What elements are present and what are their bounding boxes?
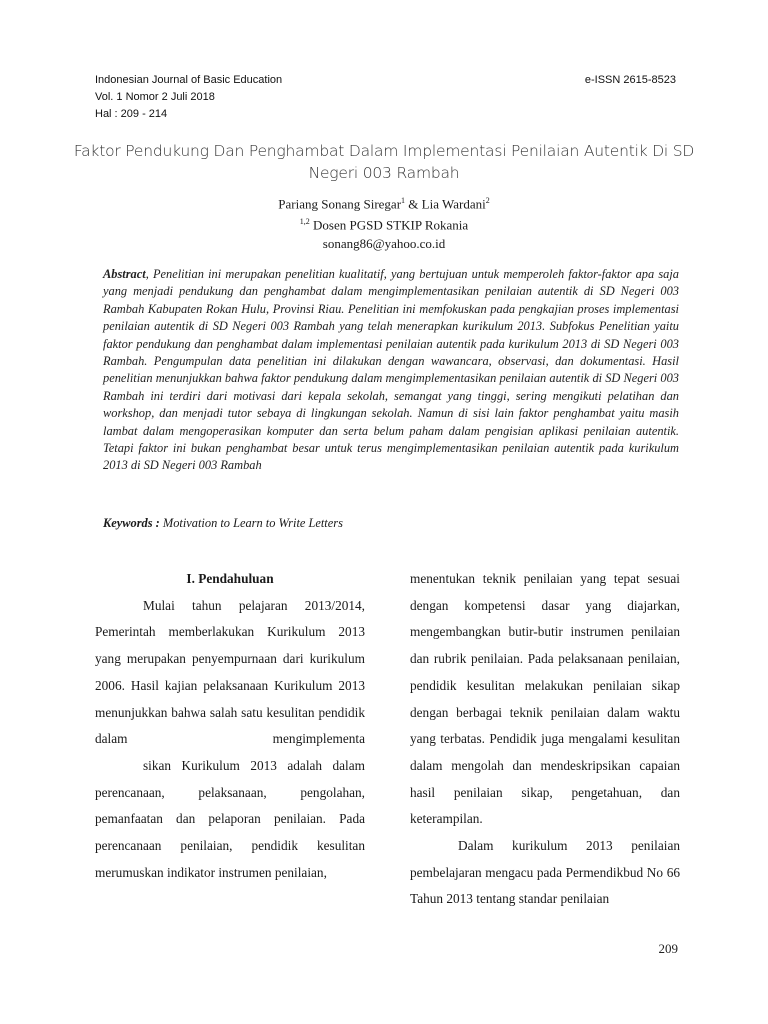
- right-column: [410, 566, 680, 913]
- paper-title: Faktor Pendukung Dan Penghambat Dalam Implementasi Penilaian Autentik Di SD Negeri 003 Rambah: [73, 142, 695, 182]
- keywords-text: Motivation to Learn to Write Letters: [159, 516, 343, 530]
- journal-issn: e-ISSN 2615-8523: [584, 74, 676, 86]
- paragraph-4: Dalam kurikulum 2013 penilaian pembelajaran mengacu pada Permendikbud No 66 Tahun 2013 tentang standar penilaian: [410, 838, 680, 907]
- author-sup-1: 1: [401, 196, 406, 205]
- page-number: 209: [658, 941, 678, 956]
- author-name-2: & Lia Wardani: [405, 196, 486, 212]
- paragraph-3: menentukan teknik penilaian yang tepat sesuai dengan kompetensi dasar yang diajarkan, mengembangkan butir-butir instrumen penilaian dan rubrik penilaian. Pada pelaksanaan penilaian, pendidik kesulitan melakukan penilaian sikap dengan berbagai teknik penilaian dalam waktu yang terbatas. Pendidik juga mengalami kesulitan dalam mengolah dan mendeskripsikan capaian hasil penilaian sikap, pengetahuan, dan keterampilan.: [410, 571, 680, 827]
- journal-header: [95, 72, 282, 123]
- abstract: [103, 266, 679, 475]
- paragraph-2: sikan Kurikulum 2013 adalah dalam perencanaan, pelaksanaan, pengolahan, pemanfaatan dan pelaporan penilaian. Pada perencanaan penilaian, pendidik kesulitan merumuskan indikator instrumen penilaian,: [95, 757, 365, 880]
- keywords: [103, 515, 679, 532]
- affiliation-sup: 1,2: [299, 217, 310, 227]
- author-sup-2: 2: [485, 196, 490, 205]
- abstract-text: , Penelitian ini merupakan penelitian kualitatif, yang bertujuan untuk memperoleh faktor-faktor apa saja yang menjadi pendukung dan penghambat dalam mengimplementasikan penilaian autentik di SD Negeri 003 Rambah Kabupaten Rokan Hulu, Provinsi Riau. Penelitian ini memfokuskan pada pengkajian proses implementasi penilaian autentik di SD Negeri 003 Rambah yang telah menerapkan kurikulum 2013. Subfokus Penelitian yaitu faktor pendukung dan penghambat dalam implementasi penilaian autentik pada kurikulum 2013 di SD Negeri 003 Rambah. Pengumpulan data penelitian ini dilakukan dengan wawancara, observasi, dan dokumentasi. Hasil penelitian menunjukkan bahwa faktor pendukung dalam mengimplementasikan penilaian autentik di SD Negeri 003 Rambah ini terdiri dari motivasi dari kepala sekolah, semangat yang tinggi, sering mengikuti pelatihan dan workshop, dan menjadi tutor sebaya di lingkungan sekolah. Namun di sisi lain faktor penghambat yaitu masih lambat dalam mengoperasikan komputer dan serta belum paham dalam pengisian aplikasi penilaian autentik. Tetapi faktor ini bukan penghambat besar untuk terus mengimplementasikan penilaian autentik pada kurikulum 2013 di SD Negeri 003 Rambah: [103, 267, 679, 473]
- author-affiliation: [150, 213, 618, 234]
- author-email: sonang86@yahoo.co.id: [322, 235, 446, 251]
- section-heading: I. Pendahuluan: [186, 571, 274, 586]
- journal-name: Indonesian Journal of Basic Education: [95, 74, 283, 86]
- left-column: [95, 566, 365, 886]
- paragraph-1: Mulai tahun pelajaran 2013/2014, Pemerintah memberlakukan Kurikulum 2013 yang merupakan penyempurnaan dari kurikulum 2006. Hasil kajian pelaksanaan Kurikulum 2013 menunjukkan bahwa salah satu kesulitan pendidik dalam mengimplementa: [95, 597, 365, 747]
- journal-volume: Vol. 1 Nomor 2 Juli 2018: [95, 91, 215, 103]
- affiliation-text: Dosen PGSD STKIP Rokania: [309, 217, 469, 233]
- abstract-label: Abstract: [103, 267, 146, 281]
- author-name-1: Pariang Sonang Siregar: [278, 196, 402, 212]
- author-block: [150, 192, 618, 253]
- journal-pages: Hal : 209 - 214: [95, 108, 168, 120]
- author-names: [150, 192, 618, 213]
- keywords-label: Keywords :: [103, 516, 160, 530]
